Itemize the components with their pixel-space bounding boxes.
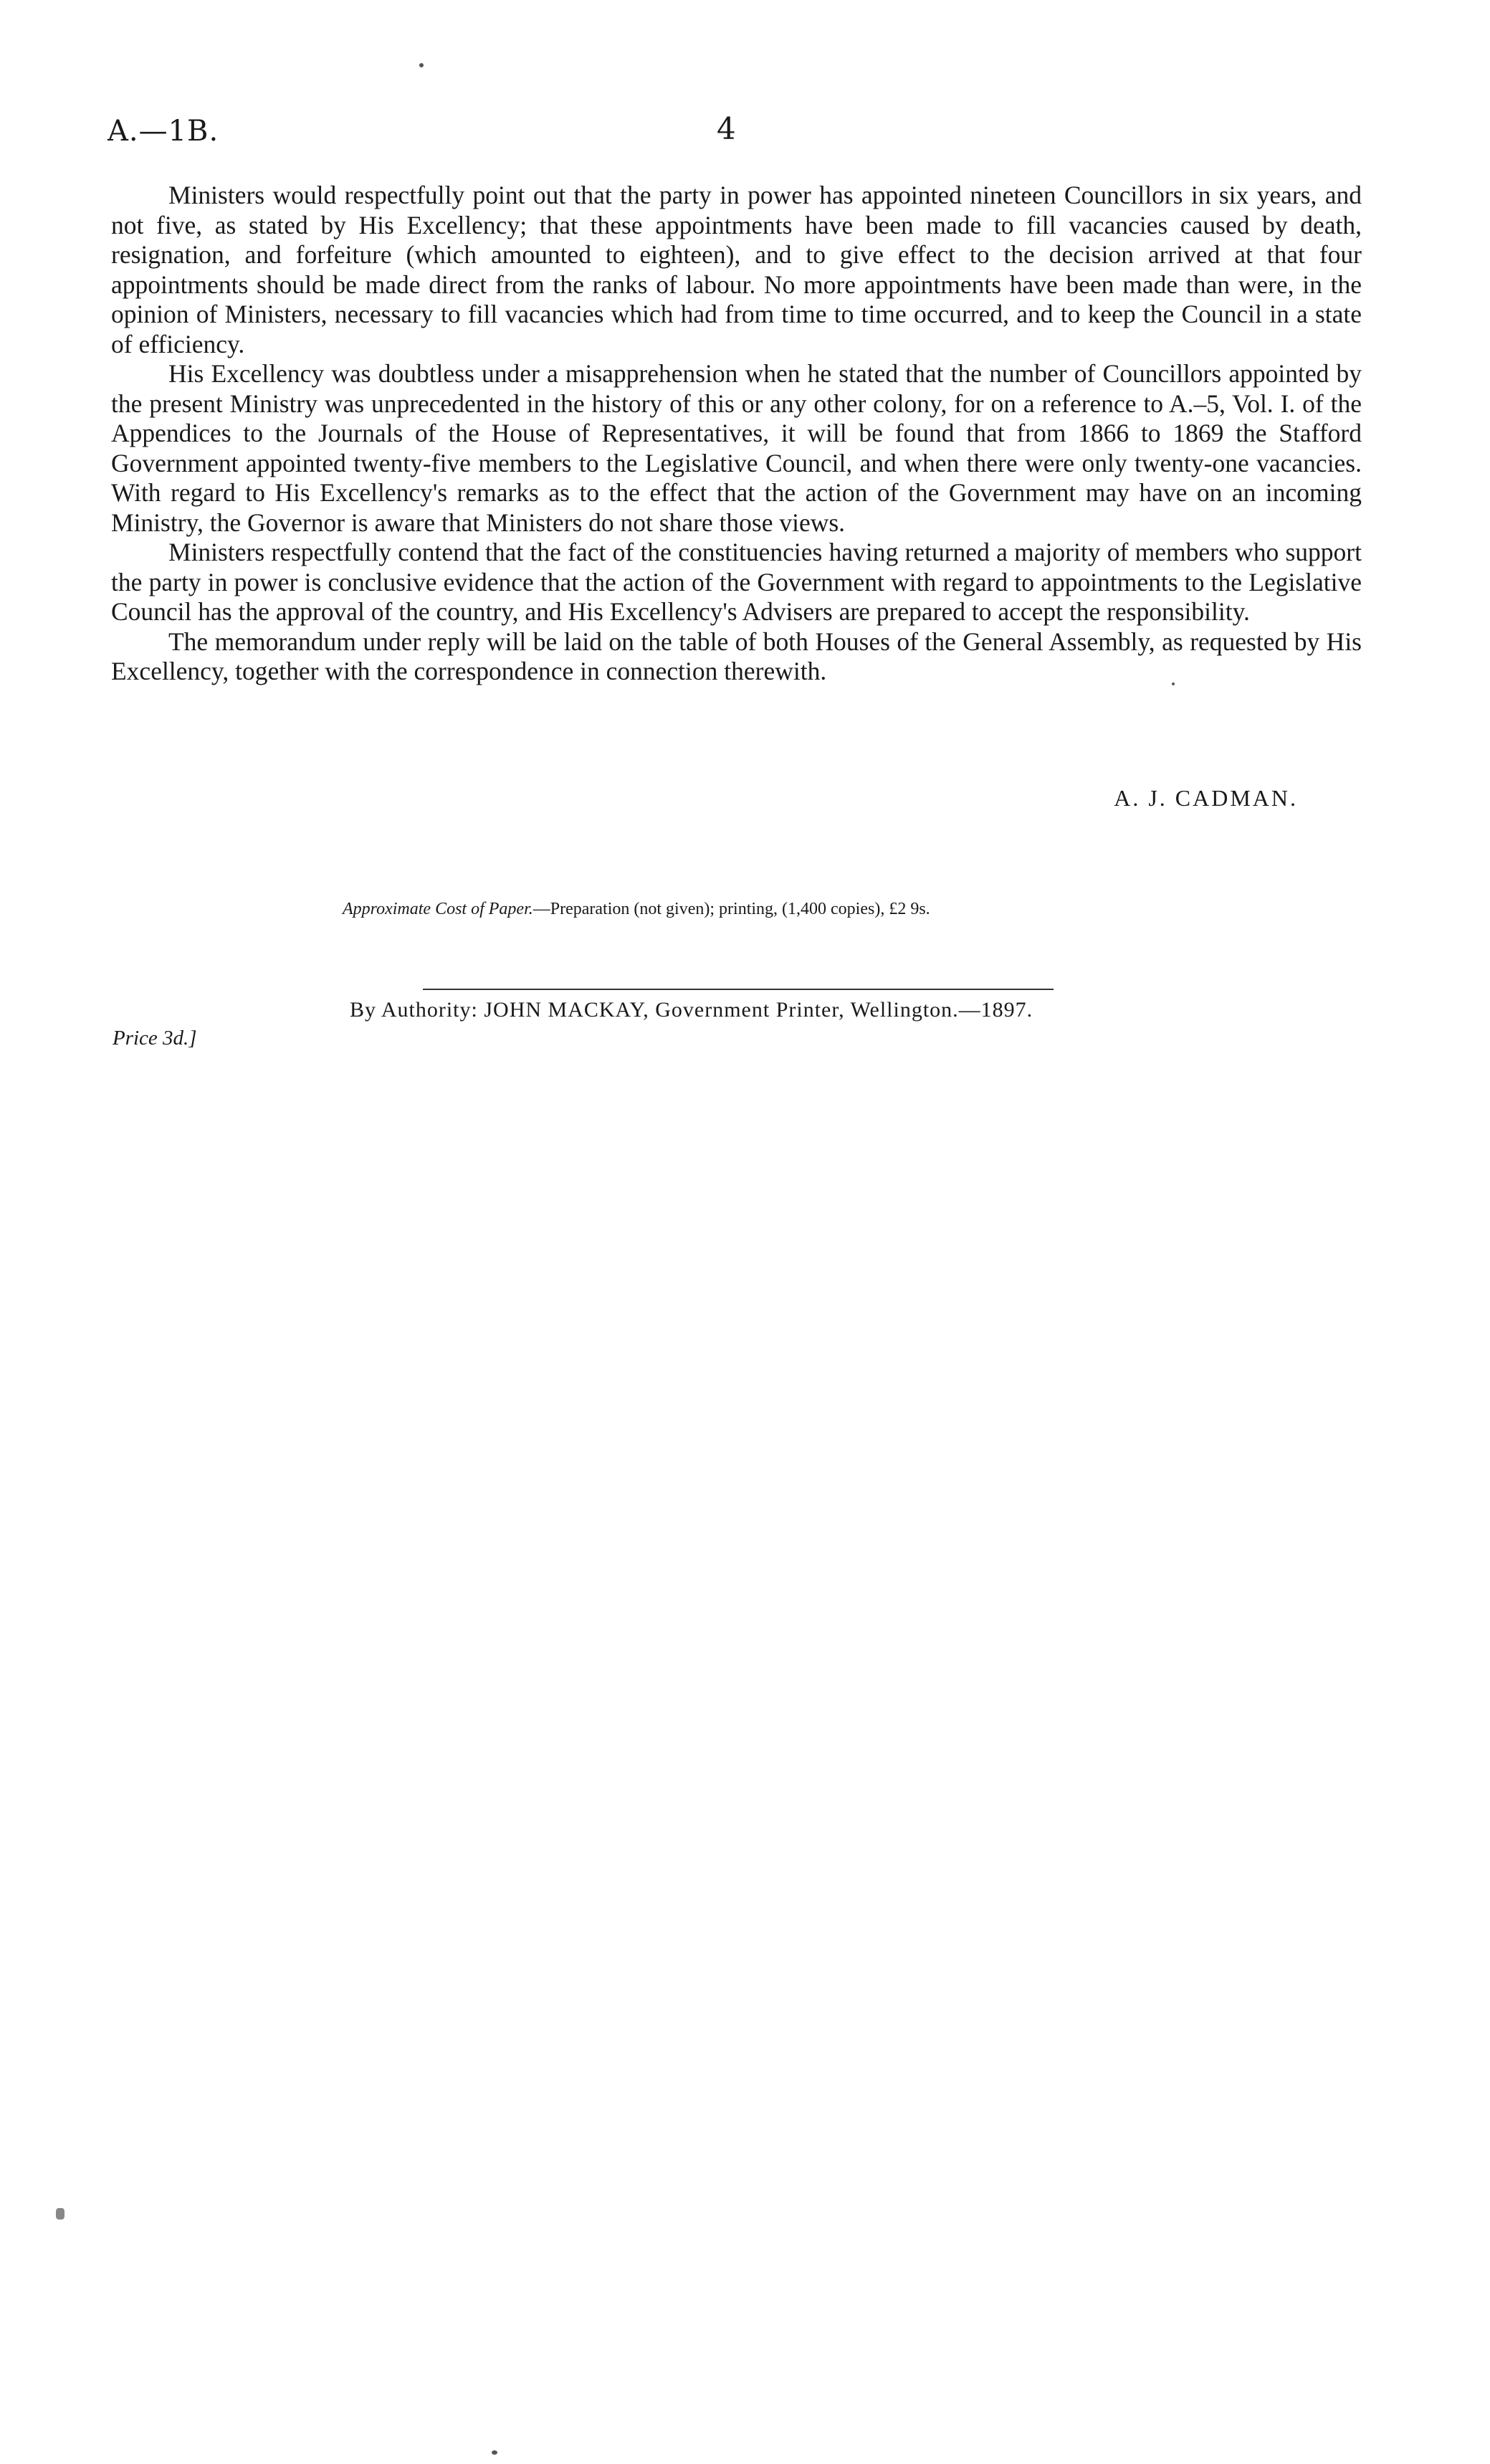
scan-speck <box>56 2208 65 2220</box>
paragraph: His Excellency was doubtless under a misapprehension when he stated that the number of Councillors appointed by the present Ministry was unprecedented in the history of this or any other colony, for on a reference to A.–5, Vol. I. of the Appendices to the Journals of the House of Representatives, it will be found that from 1866 to 1869 the Stafford Government appointed twenty-five members to the Legislative Council, and when there were only twenty-one vacancies. With regard to His Excellency's remarks as to the effect that the action of the Government may have on an incoming Ministry, the Governor is aware that Ministers do not share those views. <box>111 359 1362 537</box>
printer-authority: By Authority: JOHN MACKAY, Government Printer, Wellington.—1897. <box>350 998 1033 1022</box>
price-note: Price 3d.] <box>113 1027 197 1050</box>
cost-of-paper-line <box>343 900 930 919</box>
signature: A. J. CADMAN. <box>1114 785 1298 811</box>
paragraph: Ministers respectfully contend that the fact of the constituencies having returned a majority of members who support the party in power is conclusive evidence that the action of the Government with regard to appointments to the Legislative Council has the approval of the country, and His Excellency's Advisers are prepared to accept the responsibility. <box>111 538 1362 626</box>
scan-speck <box>492 2450 497 2455</box>
scan-speck <box>419 63 424 67</box>
scan-speck <box>1172 682 1175 685</box>
paragraph: Ministers would respectfully point out that the party in power has appointed nineteen Councillors in six years, and not five, as stated by His Excellency; that these appointments have been made to fill vacancies caused by death, resignation, and forfeiture (which amounted to eighteen), and to give effect to the decision arrived at that four appointments should be made direct from the ranks of labour. No more appointments have been made than were, in the opinion of Ministers, necessary to fill vacancies which had from time to time occurred, and to keep the Council in a state of efficiency. <box>111 181 1362 358</box>
page-number: 4 <box>717 111 736 146</box>
document-reference: A.—1B. <box>108 115 219 148</box>
cost-label: Approximate Cost of Paper. <box>343 900 533 918</box>
divider-rule <box>423 989 1054 990</box>
memorandum-body <box>111 181 1362 687</box>
paragraph: The memorandum under reply will be laid on the table of both Houses of the General Assembly, as requested by His Excellency, together with the correspondence in connection therewith. <box>111 627 1362 685</box>
cost-text: —Preparation (not given); printing, (1,400 copies), £2 9s. <box>533 900 930 918</box>
